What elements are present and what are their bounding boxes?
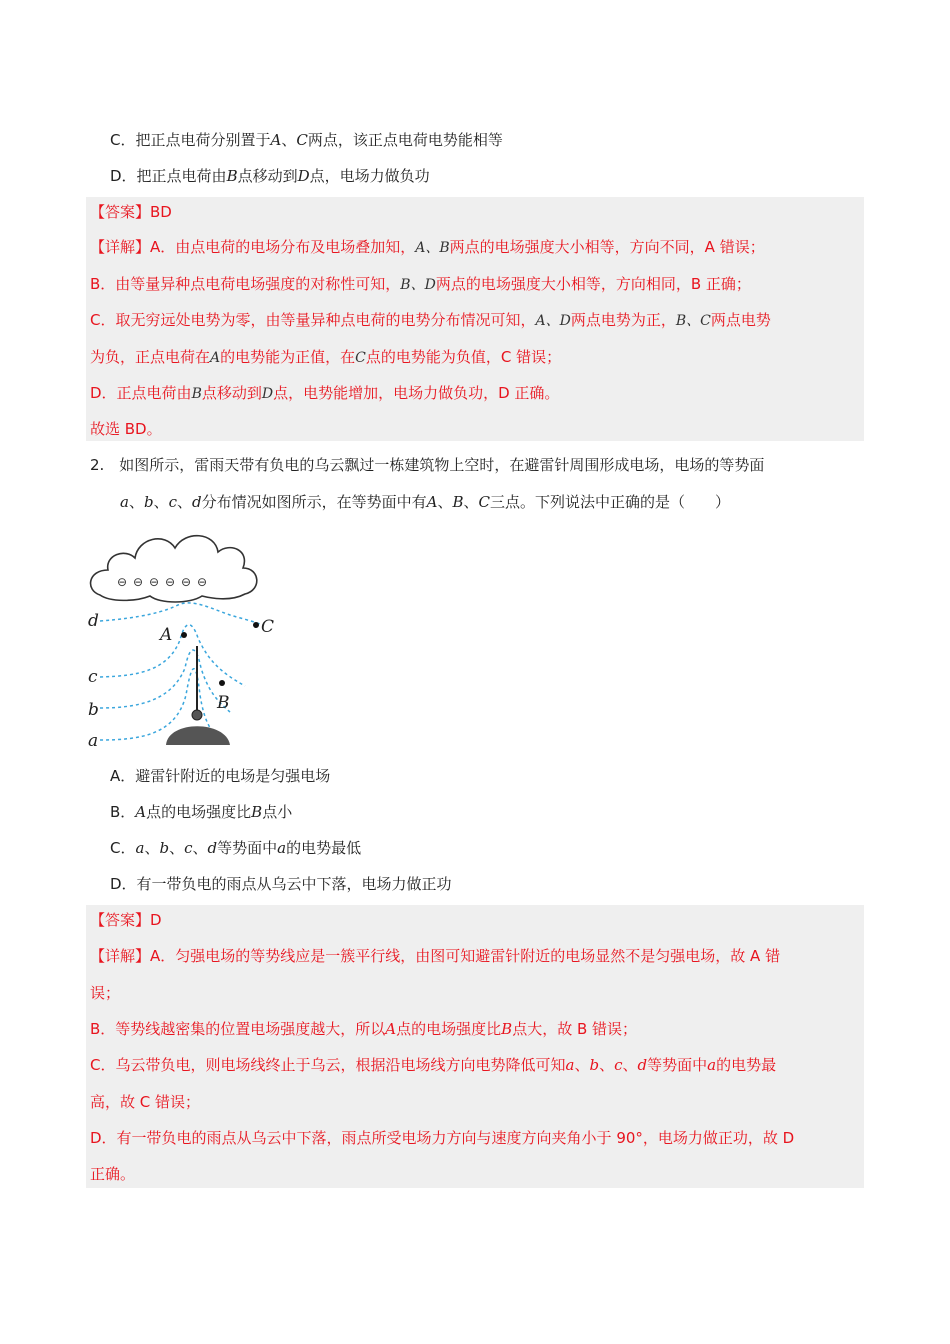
negative-charge-icon: ⊖: [181, 575, 192, 589]
label-a-point: A: [160, 625, 173, 645]
q2-detail-a-line2: 误；: [90, 984, 121, 1002]
q2-detail-d-line2: 正确。: [90, 1165, 136, 1183]
equipotential-d: [100, 603, 260, 624]
q2-detail-d-line1: D．有一带负电的雨点从乌云中下落，雨点所受电场力方向与速度方向夹角小于 90°，电场力做正功，故 D: [90, 1129, 795, 1147]
storm-cloud: [91, 536, 257, 602]
q1-answer: 【答案】BD: [90, 203, 172, 221]
negative-charge-icon: ⊖: [149, 575, 160, 589]
q2-detail-c-line2: 高，故 C 错误；: [90, 1093, 201, 1111]
q1-option-d: D．把正点电荷由B点移动到D点，电场力做负功: [110, 167, 430, 185]
negative-charge-icon: ⊖: [165, 575, 176, 589]
q2-option-a: A．避雷针附近的电场是匀强电场: [110, 767, 331, 785]
equipotential-b: [100, 650, 230, 712]
point-a-dot: [181, 632, 187, 638]
label-b-surface: b: [88, 700, 99, 720]
q1-option-c: C．把正点电荷分别置于A、C两点，该正点电荷电势能相等: [110, 131, 503, 149]
label-c-surface: c: [88, 667, 98, 687]
q2-stem-line2: a、b、c、d分布情况如图所示，在等势面中有A、B、C三点。下列说法中正确的是（ ）: [120, 493, 731, 511]
q2-answer: 【答案】D: [90, 911, 162, 929]
q1-detail-c-line1: C．取无穷远处电势为零，由等量异种点电荷的电势分布情况可知，A、D两点电势为正，B、C两点电势: [90, 311, 771, 329]
q1-detail-d: D．正点电荷由B点移动到D点，电势能增加，电场力做负功，D 正确。: [90, 384, 560, 402]
q2-detail-c-line1: C．乌云带负电，则电场线终止于乌云，根据沿电场线方向电势降低可知a、b、c、d等势面中a的电势最: [90, 1056, 777, 1074]
point-b-dot: [219, 680, 225, 686]
point-c-dot: [253, 622, 259, 628]
negative-charge-icon: ⊖: [197, 575, 208, 589]
label-d-surface: d: [88, 611, 99, 631]
q2-option-b: B．A点的电场强度比B点小: [110, 803, 293, 821]
lightning-rod-figure: [80, 520, 290, 750]
label-a-surface: a: [88, 731, 99, 750]
label-b-point: B: [217, 693, 230, 713]
q2-option-c: C．a、b、c、d等势面中a的电势最低: [110, 839, 362, 857]
q1-detail-b: B．由等量异种点电荷电场强度的对称性可知，B、D两点的电场强度大小相等，方向相同，B 正确；: [90, 275, 751, 293]
q2-detail-a-line1: 【详解】A．匀强电场的等势线应是一簇平行线，由图可知避雷针附近的电场显然不是匀强电场，故 A 错: [90, 947, 781, 965]
equipotential-c: [100, 625, 245, 686]
negative-charge-icon: ⊖: [133, 575, 144, 589]
building-dome: [166, 726, 230, 745]
q1-detail-a: 【详解】A．由点电荷的电场分布及电场叠加知，A、B两点的电场强度大小相等，方向不同，A 错误；: [90, 238, 765, 256]
rod-tip-ball: [192, 710, 202, 720]
q2-stem-line1: 2. 如图所示，雷雨天带有负电的乌云飘过一栋建筑物上空时，在避雷针周围形成电场，电场的等势面: [90, 456, 765, 474]
q2-option-d: D．有一带负电的雨点从乌云中下落，电场力做正功: [110, 875, 452, 893]
q2-detail-b: B．等势线越密集的位置电场强度越大，所以A点的电场强度比B点大，故 B 错误；: [90, 1020, 638, 1038]
q1-conclusion: 故选 BD。: [90, 420, 162, 438]
negative-charge-icon: ⊖: [117, 575, 128, 589]
q1-detail-c-line2: 为负，正点电荷在A的电势能为正值，在C点的电势能为负值，C 错误；: [90, 348, 562, 366]
label-c-point: C: [261, 617, 275, 637]
